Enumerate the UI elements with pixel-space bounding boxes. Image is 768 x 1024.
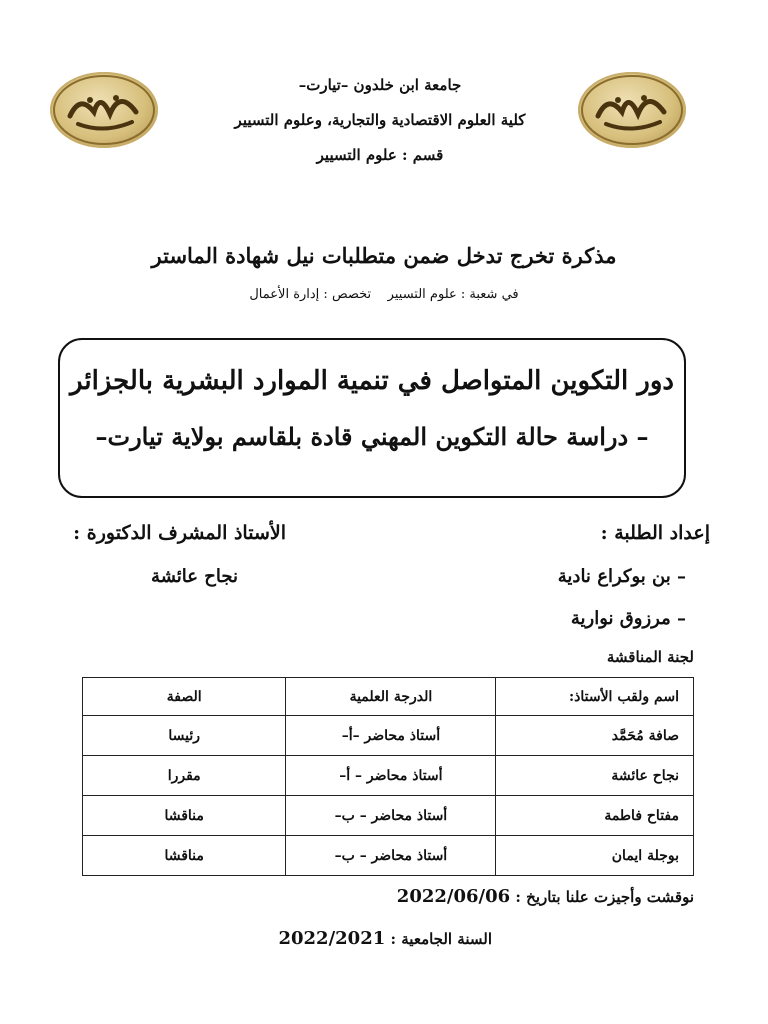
member-name: صافة مُحَمَّد: [496, 716, 694, 756]
academic-year-value: 2022/2021: [278, 928, 386, 949]
academic-year-label: السنة الجامعية :: [390, 930, 492, 948]
student-name-2: – مرزوق نوارية: [570, 608, 686, 629]
university-name: جامعة ابن خلدون –تيارت–: [298, 76, 462, 94]
member-name: بوجلة ايمان: [496, 836, 694, 876]
subject-case-study: – دراسة حالة التكوين المهني قادة بلقاسم بولاية تيارت–: [95, 422, 649, 451]
committee-table: [82, 677, 694, 876]
defense-date: 2022/06/06: [396, 886, 511, 907]
defense-line: [397, 886, 694, 907]
table-row: [83, 796, 694, 836]
member-role: مناقشا: [83, 796, 286, 836]
table-row: [83, 836, 694, 876]
member-role: مقررا: [83, 756, 286, 796]
faculty-name: كلية العلوم الاقتصادية والتجارية، وعلوم التسيير: [234, 111, 526, 129]
thesis-purpose: مذكرة تخرج تدخل ضمن متطلبات نيل شهادة الماستر: [151, 243, 617, 268]
member-role: رئيسا: [83, 716, 286, 756]
table-row: [83, 716, 694, 756]
subject-title: دور التكوين المتواصل في تنمية الموارد البشرية بالجزائر: [70, 366, 674, 396]
member-grade: أستاذ محاضر – ب–: [286, 836, 496, 876]
header-name: اسم ولقب الأستاذ:: [496, 678, 694, 716]
student-name-1: – بن بوكراع نادية: [557, 566, 686, 587]
supervisor-label: الأستاذ المشرف الدكتورة :: [73, 522, 286, 544]
university-logo-left: [50, 72, 158, 148]
students-label: إعداد الطلبة :: [600, 522, 710, 544]
thesis-branch: في شعبة : علوم التسيير تخصص : إدارة الأعمال: [249, 287, 519, 302]
committee-label: لجنة المناقشة: [606, 648, 694, 666]
academic-year-line: [278, 928, 492, 949]
subject-box: [58, 338, 686, 498]
table-header-row: [83, 678, 694, 716]
table-row: [83, 756, 694, 796]
header-grade: الدرجة العلمية: [286, 678, 496, 716]
member-grade: أستاذ محاضر –أ–: [286, 716, 496, 756]
member-grade: أستاذ محاضر – أ–: [286, 756, 496, 796]
department-name: قسم : علوم التسيير: [316, 146, 444, 164]
member-grade: أستاذ محاضر – ب–: [286, 796, 496, 836]
university-emblem-icon: [50, 72, 158, 148]
member-role: مناقشا: [83, 836, 286, 876]
supervisor-name: نجاح عائشة: [151, 566, 238, 587]
member-name: نجاح عائشة: [496, 756, 694, 796]
header-role: الصفة: [83, 678, 286, 716]
defense-label: نوقشت وأجيزت علنا بتاريخ :: [515, 888, 694, 906]
member-name: مفتاح فاطمة: [496, 796, 694, 836]
